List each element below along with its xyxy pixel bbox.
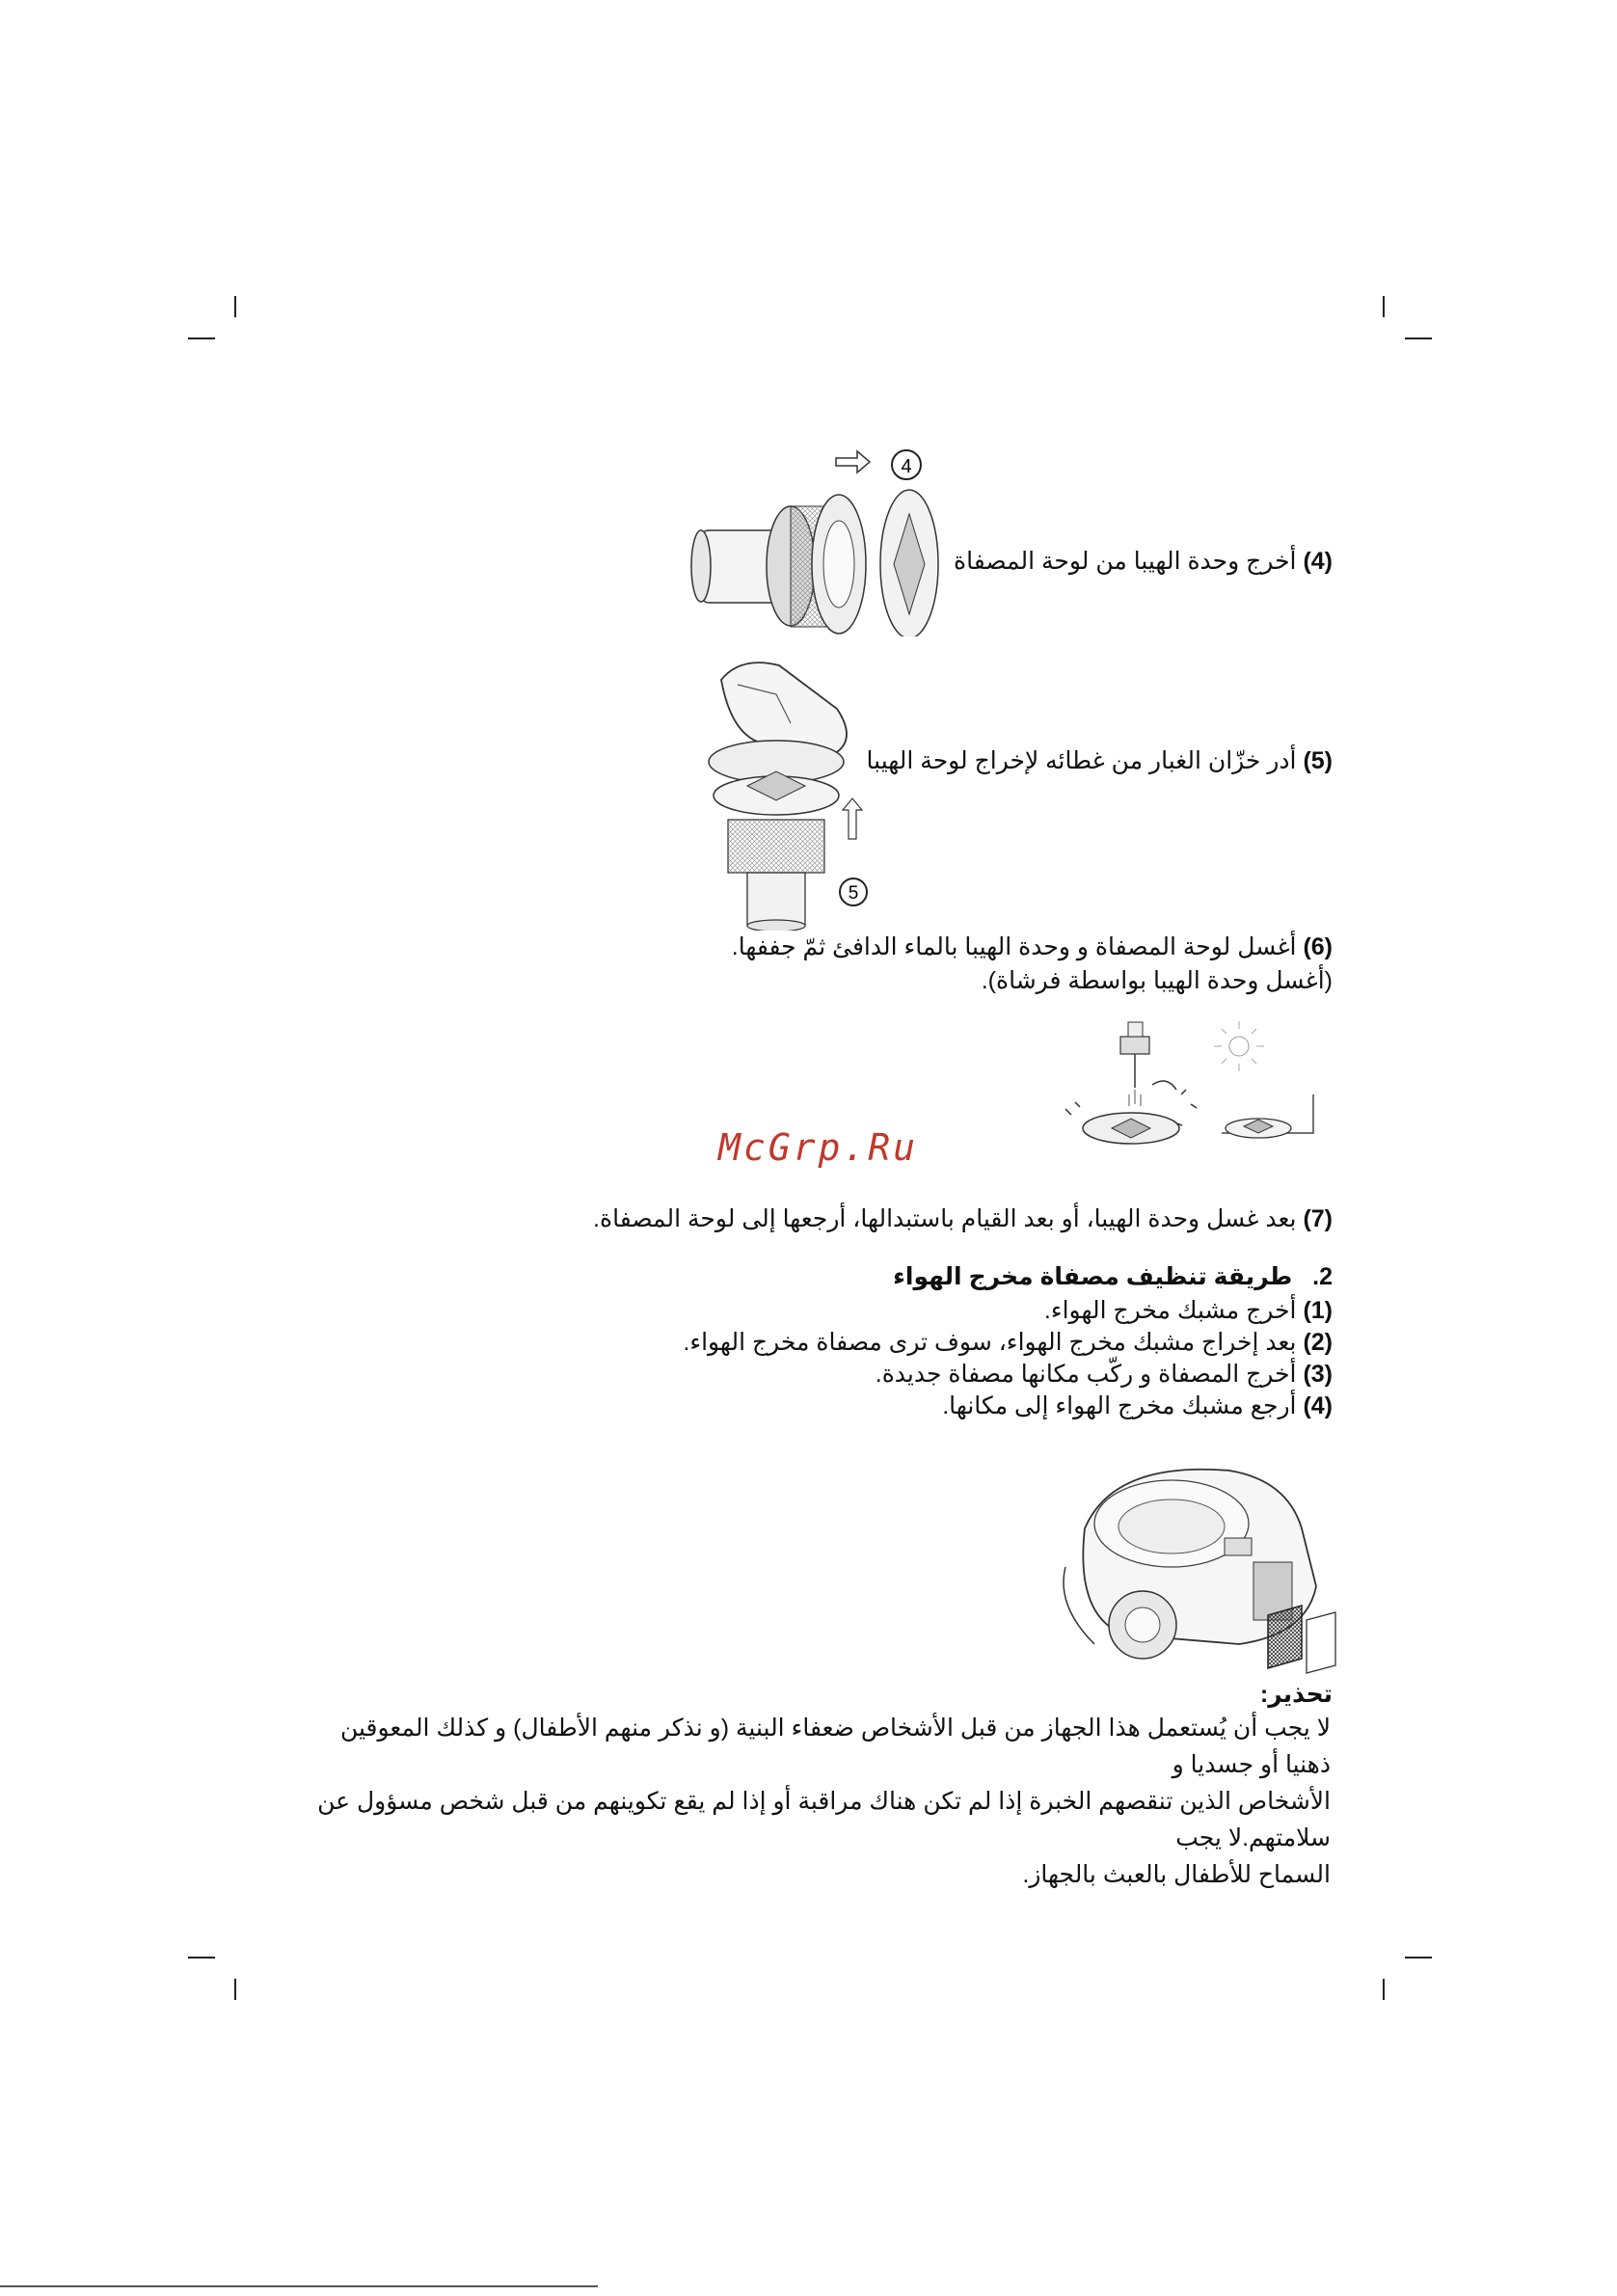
step-text: أرجع مشبك مخرج الهواء إلى مكانها. <box>942 1392 1297 1419</box>
step-number: (4) <box>1303 548 1333 575</box>
step-number: (7) <box>1303 1205 1333 1232</box>
section-2-heading <box>893 1260 1333 1294</box>
step-7-reinsert <box>593 1202 1333 1236</box>
vacuum-exhaust-filter-illustration <box>1046 1451 1340 1683</box>
step-text: (أغسل وحدة الهيبا بواسطة فرشاة). <box>981 967 1333 994</box>
heading-number: 2. <box>1312 1263 1333 1290</box>
crop-mark <box>234 296 236 317</box>
crop-mark <box>1383 1979 1385 2000</box>
section-2-step-4 <box>942 1390 1333 1423</box>
warning-line: لا يجب أن يُستعمل هذا الجهاز من قبل الأشخاص ضعفاء البنية (و نذكر منهم الأطفال) و كذلك المعوقين ذهنيا أو جسديا و <box>339 1715 1331 1778</box>
crop-mark <box>1405 1957 1432 1958</box>
warning-text <box>289 1710 1331 1893</box>
crop-mark <box>1405 338 1432 339</box>
step-number: (6) <box>1303 933 1333 960</box>
dust-container-illustration <box>694 641 887 931</box>
callout-4: 4 <box>901 456 912 477</box>
warning-line: الأشخاص الذين تنقصهم الخبرة إذا لم تكن هناك مراقبة أو إذا لم يقع تكوينهم من قبل شخص مسؤول عن سلامتهم.لا يجب <box>317 1788 1331 1851</box>
crop-mark <box>188 338 215 339</box>
section-2-step-2 <box>683 1326 1333 1360</box>
callout-5: 5 <box>848 883 859 904</box>
section-2-step-3 <box>876 1358 1333 1391</box>
step-number: (1) <box>1303 1297 1333 1324</box>
step-number: (5) <box>1303 747 1333 774</box>
warning-title: تحذير: <box>1259 1681 1333 1708</box>
step-text: أخرج وحدة الهيبا من لوحة المصفاة <box>954 548 1297 575</box>
step-text: أغسل لوحة المصفاة و وحدة الهيبا بالماء الدافئ ثمّ جففها. <box>731 933 1297 960</box>
step-4-remove-hepa <box>954 545 1333 579</box>
crop-mark <box>188 1957 215 1958</box>
step-text: بعد إخراج مشبك مخرج الهواء، سوف ترى مصفاة مخرج الهواء. <box>683 1329 1297 1356</box>
heading-text: طريقة تنظيف مصفاة مخرج الهواء <box>893 1263 1293 1290</box>
step-6-wash <box>732 931 1333 964</box>
page-bottom-rule <box>0 2285 598 2287</box>
section-2-step-1 <box>1044 1294 1333 1328</box>
step-text: بعد غسل وحدة الهيبا، أو بعد القيام باستبدالها، أرجعها إلى لوحة المصفاة. <box>593 1205 1297 1232</box>
step-text: أخرج المصفاة و ركّب مكانها مصفاة جديدة. <box>875 1361 1297 1388</box>
warning-line: السماح للأطفال بالعبث بالجهاز. <box>1022 1861 1331 1888</box>
step-text: أدر خزّان الغبار من غطائه لإخراج لوحة الهيبا <box>866 747 1297 774</box>
hepa-removal-illustration <box>689 439 940 636</box>
watermark: McGrp.Ru <box>718 1126 919 1169</box>
step-text: أخرج مشبك مخرج الهواء. <box>1043 1297 1297 1324</box>
step-5-rotate-container <box>867 744 1333 778</box>
step-number: (2) <box>1303 1329 1333 1356</box>
step-number: (4) <box>1303 1392 1333 1419</box>
crop-mark <box>1383 296 1385 317</box>
crop-mark <box>234 1979 236 2000</box>
step-number: (3) <box>1303 1361 1333 1388</box>
step-6-note <box>982 964 1333 998</box>
washing-drying-illustration <box>1056 1017 1326 1172</box>
